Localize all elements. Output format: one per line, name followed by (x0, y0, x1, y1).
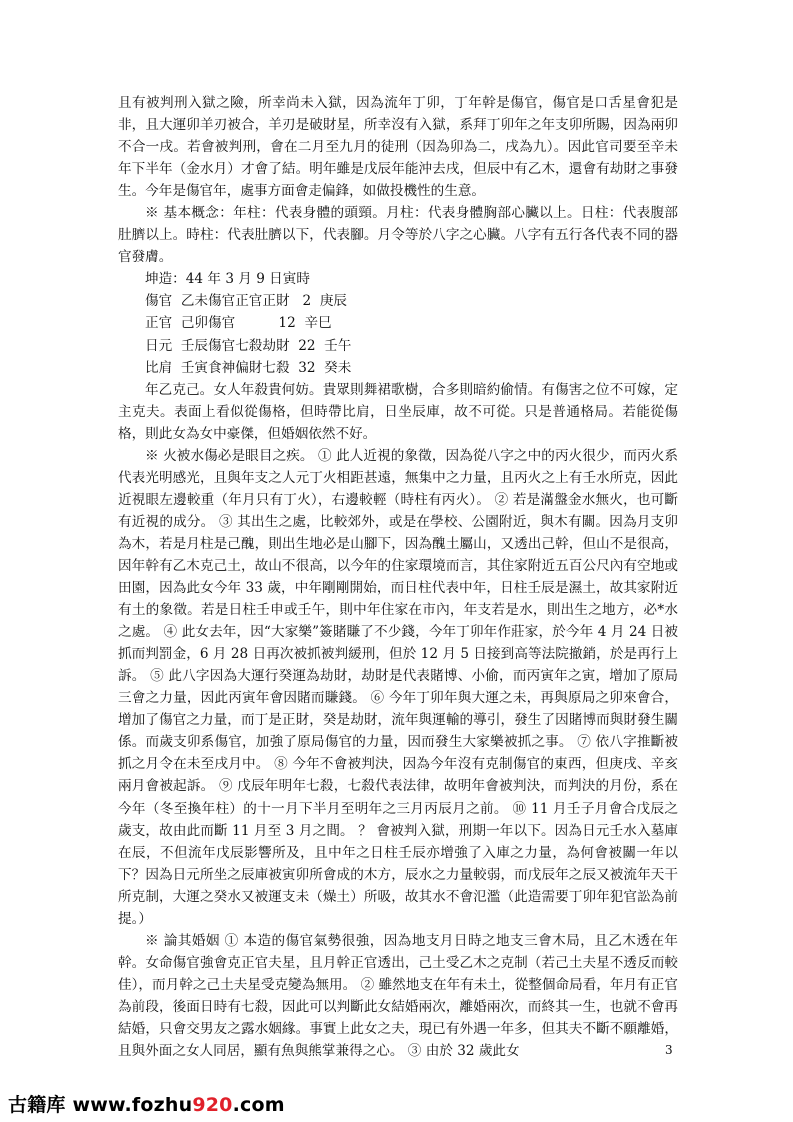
site-watermark (8, 1090, 285, 1117)
birth-chart (118, 268, 678, 378)
page-number: 3 (665, 1043, 673, 1057)
birth-chart-row: 傷官 乙未傷官正官正財 2 庚辰 (145, 293, 348, 310)
watermark-site-name: 古籍库 (8, 1094, 66, 1116)
birth-chart-row: 正官 己卯傷官 12 辛巳 (145, 315, 332, 332)
paragraph-basic-concepts: ※ 基本概念：年柱：代表身體的頭頸。月柱：代表身體胸部心臟以上。日柱：代表腹部肚臍以上。時柱：代表肚臍以下，代表腳。月令等於八字之心臟。八字有五行各代表不同的器官發膚。 (118, 205, 678, 266)
birth-chart-row: 比肩 壬寅食神偏財七殺 32 癸未 (145, 359, 352, 376)
document-body (118, 92, 678, 1062)
birth-chart-row: 日元 壬辰傷官七殺劫財 22 壬午 (145, 337, 352, 354)
paragraph-eye-disease: ※ 火被水傷必是眼目之疾。 ① 此人近視的象徵，因為從八字之中的丙火很少，而丙火系代表光明感光，且與年支之人元丁火相距甚遠，無集中之力量，且丙火之上有壬水所克，因此近視眼左邊較重（年月只有丁火），右邊較輕（時柱有丙火）。 ② 若是滿盤金水無火，也可斷有近視的成分。 ③ 其出生之處，比較郊外，或是在學校、公園附近，與木有關。因為月支卯為木，若是月柱是己醜，則出生地必是山腳下，因為醜土屬山，又透出己幹，但山不是很高，因年幹有乙木克己土，故山不很高，以今年的住家環境而言，其住家附近五百公尺內有空地或田園，因為此女今年 33 歲，中年剛剛開始，而日柱代表中年，日柱壬辰是濕土，故其家附近 有土的象徵。若是日柱壬申或壬午，則中年住家在市內，年支若是水，則出生之地方，必*水之處。 ④ 此女去年，因“大家樂”簽賭賺了不少錢，今年丁卯年作莊家，於今年 4 月 24 日被抓而判罰金，6 月 28 日再次被抓被判緩刑，但於 12 月 5 日接到高等法院撤銷，於是再行上訴。 ⑤ 此八字因為大運行癸運為劫財，劫財是代表賭博、小偷，而丙寅年之寅，增加了原局三會之力量，因此丙寅年會因賭而賺錢。 ⑥ 今年丁卯年與大運之未，再與原局之卯來會合，增加了傷官之力量，而丁是正財，癸是劫財，流年與運輸的導引，發生了因賭博而與財發生關係。而歲支卯系傷官，加強了原局傷官的力量，因而發生大家樂被抓之事。 ⑦ 依八字推斷被抓之月令在未至戌月中。 ⑧ 今年不會被判決，因為今年沒有克制傷官的東西，但庚戌、辛亥兩月會被起訴。 ⑨ 戊辰年明年七殺，七殺代表法律，故明年會被判決，而判決的月份，系在今年（冬至換年柱）的十一月下半月至明年之三月丙辰月之前。 ⑩ 11 月壬子月會合戊辰之歲支，故由此而斷 11 月至 3 月之間。 ？ 會被判入獄，刑期一年以下。因為日元壬水入墓庫在辰，不但流年戊辰影響所及，且中年之日柱壬辰亦增強了入庫之力量，為何會被關一年以下？因為日元所坐之辰庫被寅卯所會成的木方，辰水之力量較弱，而戊辰年之辰又被流年天干所克制，大運之癸水又被運支未（燥土）所吸，故其水不會氾濫（此造需要丁卯年犯官訟為前提。） (118, 447, 678, 927)
paragraph-marriage: ※ 論其婚姻 ① 本造的傷官氣勢很強，因為地支月日時之地支三會木局，且乙木透在年幹。女命傷官強會克正官夫星，且月幹正官透出，己土受乙木之克制（若己土夫星不透反而較佳），而月幹之己土夫星受克變為無用。 ② 雖然地支在年有未土，從整個命局看，年月有正官為前段，後面日時有七殺，因此可以判斷此女結婚兩次，離婚兩次，而終其一生，也就不會再結婚，只會交男友之露水姻緣。事實上此女之夫，現已有外遇一年多，但其夫不斷不願離婚，且與外面之女人同居，顯有魚與熊掌兼得之心。 ③ 由於 32 歲此女 (118, 932, 678, 1060)
paragraph-chart-analysis: 年乙克己。女人年殺貴何妨。貴眾則舞裙歌樹，合多則暗約偷情。有傷害之位不可嫁，定主克夫。表面上看似從傷格，但時帶比肩，日坐辰庫，故不可從。只是普通格局。若能從傷格，則此女為女中豪傑，但婚姻依然不好。 (118, 381, 678, 442)
watermark-url: www.fozhu920.com (72, 1094, 285, 1116)
birth-chart-header: 坤造：44 年 3 月 9 日寅時 (145, 271, 310, 288)
paragraph-lawsuit-continuation: 且有被判刑入獄之險，所幸尚未入獄，因為流年丁卯，丁年幹是傷官，傷官是口舌星會犯是非，且大運卯羊刃被合，羊刃是破財星，所幸沒有入獄，系拜丁卯年之年支卯所賜，因為兩卯不合一戌。若會被判刑，會在二月至九月的徒刑（因為卯為二，戌為九）。因此官司要至辛未年下半年（金水月）才會了結。明年雖是戊辰年能沖去戌，但辰中有乙木，還會有劫財之事發生。今年是傷官年，處事方面會走偏鋒，如做投機性的生意。 (118, 95, 678, 200)
